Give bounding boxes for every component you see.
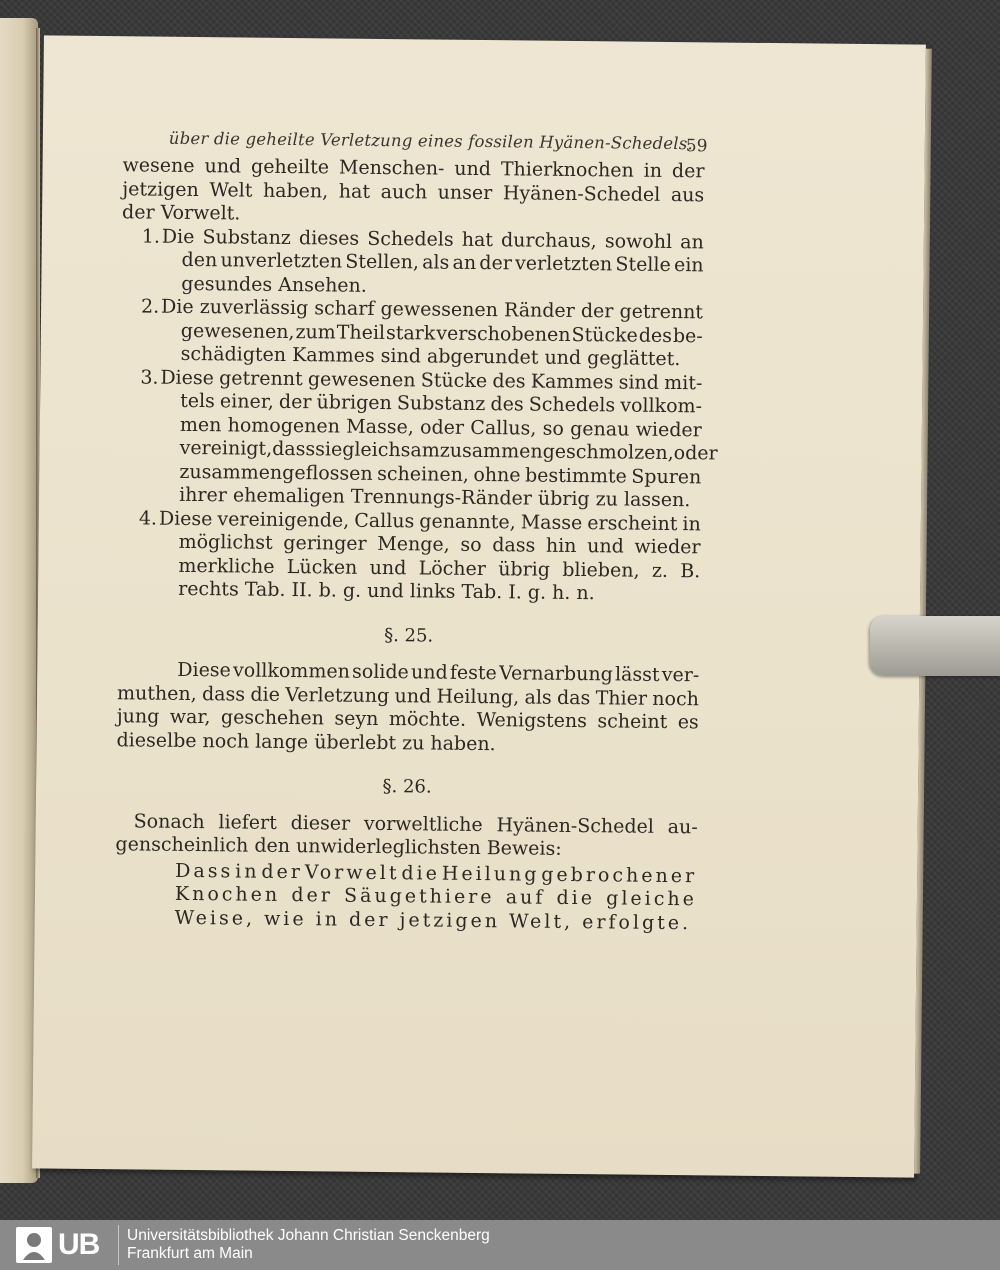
list-item	[121, 295, 704, 372]
word: scheint	[597, 710, 668, 733]
word: men	[179, 413, 222, 436]
word: wieder	[635, 418, 702, 441]
word: das	[556, 686, 591, 709]
text-line: ihrer ehemaligen Trennungs-Ränder übrig zu lassen.	[179, 483, 691, 512]
word: Thierknochen	[500, 158, 634, 182]
word: des	[638, 324, 673, 347]
running-head: über die geheilte Verletzung eines fossilen Hyänen-Schedels.	[168, 128, 693, 154]
word: Die	[161, 225, 195, 248]
text-line: der Vorwelt.	[121, 201, 241, 225]
bookmark-tab	[870, 616, 1000, 676]
word: scheinen,	[377, 462, 470, 486]
word: Diese	[158, 507, 213, 530]
word: der	[671, 159, 705, 183]
word: liefert	[218, 810, 277, 834]
word: vereinigt,	[179, 436, 273, 460]
word: einer,	[219, 390, 274, 413]
word: die	[401, 861, 441, 885]
word: ver-	[661, 663, 700, 687]
word: an	[452, 251, 477, 274]
word: tels	[180, 389, 215, 413]
word: der	[580, 300, 614, 323]
word: Spuren	[631, 465, 702, 488]
word: unser	[437, 181, 493, 204]
word: blieben,	[562, 558, 640, 582]
word: Vorwelt	[304, 860, 400, 884]
word: be-	[672, 324, 703, 347]
word: zusammengeflossen	[179, 460, 373, 485]
word: Masse	[520, 510, 583, 534]
word: ohne	[473, 463, 521, 486]
word: Knochen	[174, 882, 281, 906]
word: auch	[380, 180, 428, 203]
word: B.	[680, 559, 701, 582]
word: als	[524, 685, 552, 709]
facing-page-edge	[0, 18, 38, 1183]
word: in	[235, 859, 260, 883]
word: stark	[385, 321, 436, 345]
word: verschobenen	[436, 322, 571, 346]
word: Schedels	[367, 227, 454, 251]
list-item	[118, 507, 701, 607]
section-26-paragraph	[115, 810, 697, 863]
list-number: 2.	[141, 295, 160, 318]
word: Schedels	[528, 393, 616, 417]
word: z.	[651, 559, 669, 582]
word: des	[492, 369, 526, 392]
text-line: genscheinlich den unwiderleglichsten Beweis:	[115, 833, 562, 860]
word: vereinigende,	[217, 507, 350, 532]
word: war,	[169, 705, 211, 729]
library-name-line2: Frankfurt am Main	[127, 1245, 253, 1262]
list-item	[121, 225, 704, 302]
word: dieser	[290, 811, 351, 835]
word: au-	[667, 815, 698, 838]
word: geringer	[283, 531, 367, 555]
word: vorweltliche	[363, 812, 483, 836]
word: sowohl	[604, 229, 673, 253]
word: hat	[338, 180, 371, 203]
text-line: gesundes Ansehen.	[181, 272, 368, 297]
word: Callus	[354, 509, 415, 532]
text-line: dieselbe noch lange überlebt zu haben.	[116, 728, 496, 755]
word: und	[204, 155, 242, 178]
word: getrennt	[619, 300, 704, 324]
word: genau	[570, 417, 630, 441]
word: an	[680, 230, 704, 253]
list-number: 4.	[138, 506, 158, 530]
word: gleichsam	[342, 438, 440, 462]
word: Substanz	[202, 225, 292, 249]
word: Löcher	[418, 556, 487, 580]
word: Menschen-	[338, 156, 445, 180]
text-line: Weise, wie in der jetzigen Welt, erfolgte.	[174, 906, 692, 934]
word: jung	[116, 705, 160, 728]
word: geheilte	[250, 155, 330, 179]
word: übrigen	[316, 391, 392, 415]
word: der	[278, 390, 312, 414]
word: Thier	[595, 686, 648, 710]
word: sind	[618, 370, 660, 394]
word: dass	[492, 534, 536, 557]
word: übrig	[498, 557, 551, 581]
word: so	[460, 533, 482, 557]
word: Menge,	[377, 532, 450, 556]
word: Säugethiere	[343, 884, 495, 909]
word: es	[677, 711, 699, 734]
book-page	[32, 35, 926, 1177]
text-line: rechts Tab. II. b. g. und links Tab. I. g. h. n.	[178, 577, 595, 605]
word: Vernarbung	[498, 662, 613, 686]
text-line: schädigten Kammes sind abgerundet und geglättet.	[180, 342, 681, 371]
library-name-line1: Universitätsbibliothek Johann Christian Senckenberg	[127, 1227, 490, 1244]
word: Hyänen-Schedel	[496, 813, 655, 838]
word: dass	[272, 437, 316, 461]
word: gewesenen	[307, 367, 416, 391]
word: in	[682, 512, 701, 535]
word: auf	[505, 886, 546, 909]
word: scharf	[314, 297, 375, 320]
body-text	[115, 154, 718, 935]
word: unverletzten	[220, 249, 343, 273]
word: lässt	[614, 663, 660, 686]
word: bestimmte	[524, 463, 627, 488]
word: hat	[461, 228, 494, 251]
word: Substanz	[396, 392, 486, 416]
library-footer	[0, 1220, 1000, 1270]
logo-lettering: UB	[58, 1228, 100, 1261]
word: dieses	[298, 226, 360, 250]
word: jetzigen	[122, 177, 199, 201]
word: Diese	[160, 366, 215, 389]
word: solide	[351, 660, 409, 684]
word: erscheint	[587, 511, 678, 535]
word: gleiche	[606, 887, 698, 911]
word: wieder	[634, 535, 701, 559]
word: hin	[545, 534, 577, 558]
list-number: 3.	[140, 365, 159, 389]
numbered-list	[118, 224, 718, 607]
word: Hyänen-Schedel	[502, 181, 661, 206]
word: und	[454, 157, 492, 181]
word: Kammes	[530, 370, 614, 393]
word: ein	[673, 254, 704, 277]
word: die	[250, 683, 281, 706]
word: seyn	[334, 707, 379, 730]
word: Verletzung	[285, 683, 390, 707]
word: so	[542, 417, 565, 440]
word: Dass	[175, 859, 234, 882]
word: geschehen	[220, 706, 325, 730]
word: und	[410, 661, 448, 684]
word: dass	[201, 682, 246, 706]
word: getrennt	[219, 366, 303, 390]
word: wesene	[122, 154, 195, 177]
word: merkliche	[178, 554, 275, 578]
word: und	[394, 684, 432, 708]
word: Theil	[336, 320, 386, 344]
word: Wenigstens	[476, 708, 588, 733]
word: homogenen	[227, 413, 341, 438]
word: oder	[419, 415, 465, 439]
word: möchte.	[388, 708, 467, 731]
word: Stellen,	[345, 250, 420, 274]
word: verletzten	[514, 252, 613, 276]
word: Masse,	[346, 415, 414, 438]
word: und	[587, 535, 624, 558]
word: der	[261, 860, 304, 883]
word: feste	[449, 661, 497, 685]
section-26-heading: §. 26.	[382, 776, 432, 798]
word: oder	[673, 442, 718, 465]
word: den	[181, 248, 218, 272]
word: gewesenen,	[180, 319, 295, 343]
word: der	[479, 251, 512, 275]
word: Stücke	[571, 323, 638, 347]
word: Ränder	[503, 299, 575, 322]
page-number: 59	[685, 136, 708, 157]
word: Lücken	[286, 555, 358, 579]
word: der	[291, 884, 334, 907]
word: Stelle	[615, 253, 671, 276]
word: durchaus,	[500, 228, 597, 252]
section-25-heading: §. 25.	[384, 624, 434, 647]
intro-paragraph	[122, 154, 705, 231]
word: Callus,	[470, 416, 537, 440]
word: als	[422, 251, 450, 274]
word: Welt	[209, 178, 253, 202]
portrait-icon	[16, 1227, 52, 1263]
word: genannte,	[419, 509, 516, 533]
word: möglichst	[178, 530, 273, 554]
word: Heilung,	[436, 685, 520, 708]
list-number: 1.	[141, 224, 161, 248]
word: haben,	[262, 179, 329, 202]
word: noch	[652, 687, 700, 710]
footer-divider	[118, 1225, 119, 1265]
word: die	[556, 886, 596, 910]
word: Stücke	[420, 368, 488, 392]
word: zusammengeschmolzen,	[439, 439, 674, 465]
section-25-paragraph	[116, 658, 699, 758]
word: des	[490, 393, 524, 416]
library-logo	[0, 1220, 118, 1270]
word: in	[643, 159, 663, 182]
word: vollkommen	[232, 659, 351, 683]
word: vollkom-	[620, 394, 703, 418]
word: gewessenen	[380, 297, 499, 322]
word: gebrochener	[541, 863, 698, 887]
word: Heilung	[441, 862, 540, 886]
list-item	[119, 365, 718, 513]
word: sie	[315, 438, 343, 461]
word: zum	[295, 320, 336, 343]
library-name	[127, 1227, 490, 1263]
word: aus	[670, 183, 705, 206]
word: zuverlässig	[199, 296, 309, 320]
word: mit-	[664, 371, 703, 394]
word: muthen,	[116, 681, 197, 705]
conclusion-statement	[115, 859, 698, 936]
word: Diese	[177, 658, 231, 682]
word: Sonach	[133, 809, 205, 833]
word: und	[369, 556, 407, 579]
word: Die	[161, 295, 194, 318]
